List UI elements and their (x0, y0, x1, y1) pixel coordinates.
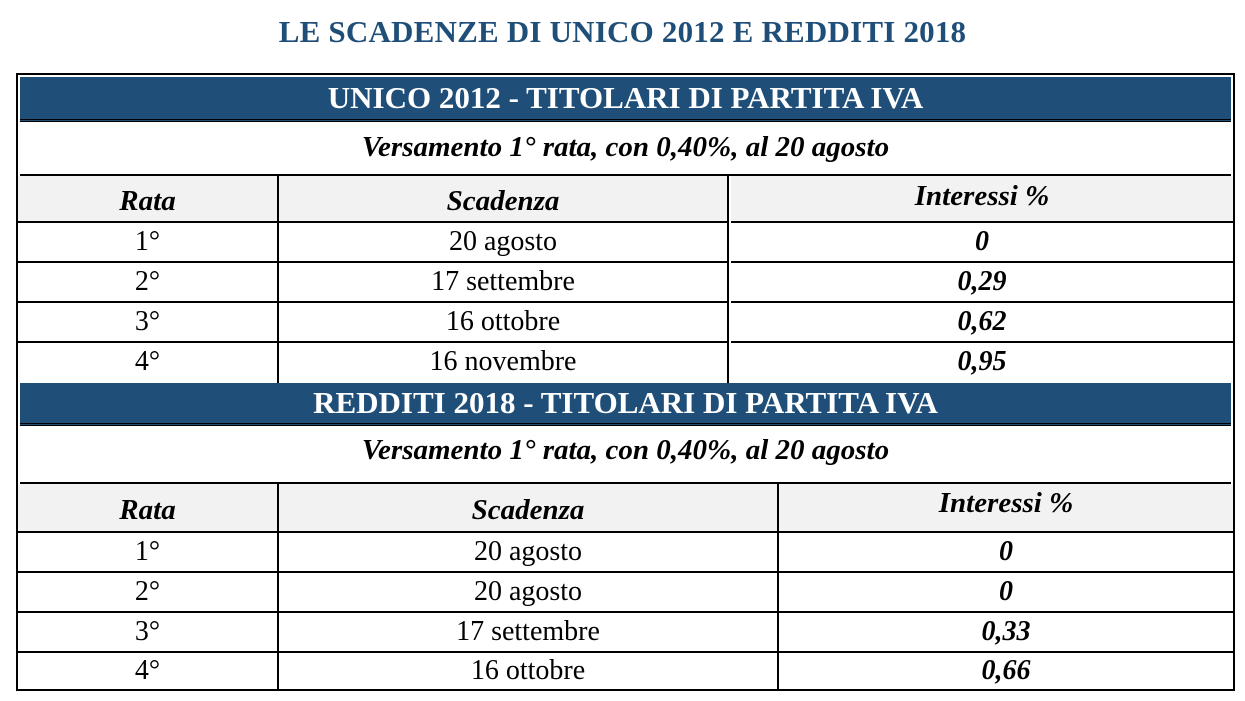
section-subheader: Versamento 1° rata, con 0,40%, al 20 agosto (20, 428, 1231, 484)
cell-rata: 2° (18, 263, 279, 303)
section-redditi-2018 (18, 383, 1233, 689)
cell-scadenza: 17 settembre (279, 263, 729, 303)
cell-interessi: 0 (779, 573, 1233, 613)
column-header-scadenza: Scadenza (279, 484, 779, 533)
cell-interessi: 0,29 (731, 263, 1233, 303)
table-header-row (18, 176, 1233, 223)
cell-scadenza: 16 novembre (279, 343, 729, 383)
cell-interessi: 0,62 (731, 303, 1233, 343)
cell-rata: 4° (18, 343, 279, 383)
cell-scadenza: 20 agosto (279, 223, 729, 263)
cell-interessi: 0 (731, 223, 1233, 263)
cell-interessi: 0,33 (779, 613, 1233, 653)
table-row (18, 303, 1233, 343)
cell-scadenza: 20 agosto (279, 533, 779, 573)
cell-scadenza: 20 agosto (279, 573, 779, 613)
section-banner: UNICO 2012 - TITOLARI DI PARTITA IVA (20, 77, 1231, 122)
column-header-rata: Rata (18, 176, 279, 223)
table-row (18, 613, 1233, 653)
cell-scadenza: 16 ottobre (279, 303, 729, 343)
cell-rata: 4° (18, 653, 279, 689)
table-row (18, 343, 1233, 383)
section-banner: REDDITI 2018 - TITOLARI DI PARTITA IVA (20, 383, 1231, 426)
cell-rata: 3° (18, 613, 279, 653)
table-row (18, 573, 1233, 613)
column-header-interessi: Interessi % (731, 176, 1233, 223)
cell-interessi: 0,95 (957, 346, 1007, 377)
deadlines-table (16, 73, 1235, 691)
cell-interessi: 0 (779, 533, 1233, 573)
page-title: LE SCADENZE DI UNICO 2012 E REDDITI 2018 (278, 14, 967, 49)
column-header-rata: Rata (18, 484, 279, 533)
table-header-row (18, 484, 1233, 533)
cell-rata: 1° (18, 223, 279, 263)
table-row (18, 223, 1233, 263)
cell-rata: 2° (18, 573, 279, 613)
cell-rata: 3° (18, 303, 279, 343)
section-unico-2012 (18, 75, 1233, 383)
cell-scadenza: 17 settembre (279, 613, 779, 653)
cell-rata: 1° (18, 533, 279, 573)
table-row (18, 653, 1233, 689)
cell-scadenza: 16 ottobre (279, 653, 779, 689)
column-header-scadenza: Scadenza (279, 176, 729, 223)
section-subheader: Versamento 1° rata, con 0,40%, al 20 agosto (20, 124, 1231, 176)
cell-interessi: 0,66 (981, 655, 1031, 686)
table-row (18, 263, 1233, 303)
table-row (18, 533, 1233, 573)
column-header-interessi: Interessi % (779, 484, 1233, 533)
